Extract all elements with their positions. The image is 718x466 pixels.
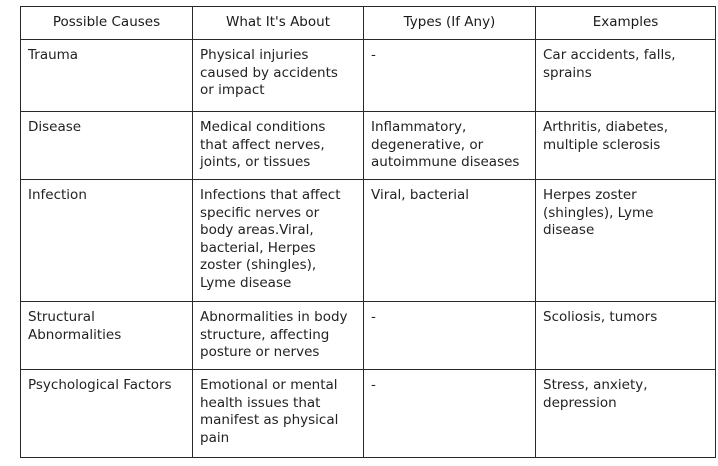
about-cell: Abnormalities in body structure, affecting posture or nerves xyxy=(193,302,364,370)
header-types: Types (If Any) xyxy=(364,7,536,40)
types-cell: Inflammatory, degenerative, or autoimmune diseases xyxy=(364,112,536,180)
about-cell: Infections that affect specific nerves or body areas.Viral, bacterial, Herpes zoster (shingles), Lyme disease xyxy=(193,180,364,302)
about-cell: Emotional or mental health issues that manifest as physical pain xyxy=(193,370,364,458)
table-row xyxy=(21,112,716,180)
table-body xyxy=(21,40,716,458)
table-row xyxy=(21,302,716,370)
examples-cell: Herpes zoster (shingles), Lyme disease xyxy=(536,180,716,302)
table-row xyxy=(21,40,716,112)
types-cell: - xyxy=(364,40,536,112)
types-cell: - xyxy=(364,370,536,458)
table-header xyxy=(21,7,716,40)
table-row xyxy=(21,370,716,458)
table-row xyxy=(21,180,716,302)
types-cell: - xyxy=(364,302,536,370)
header-possible-causes: Possible Causes xyxy=(21,7,193,40)
about-cell: Physical injuries caused by accidents or impact xyxy=(193,40,364,112)
types-cell: Viral, bacterial xyxy=(364,180,536,302)
header-examples: Examples xyxy=(536,7,716,40)
examples-cell: Stress, anxiety, depression xyxy=(536,370,716,458)
examples-cell: Scoliosis, tumors xyxy=(536,302,716,370)
cause-cell: Disease xyxy=(21,112,193,180)
about-cell: Medical conditions that affect nerves, joints, or tissues xyxy=(193,112,364,180)
cause-cell: Trauma xyxy=(21,40,193,112)
causes-table xyxy=(20,6,716,458)
cause-cell: Psychological Factors xyxy=(21,370,193,458)
header-what-its-about: What It's About xyxy=(193,7,364,40)
header-row xyxy=(21,7,716,40)
cause-cell: Structural Abnormalities xyxy=(21,302,193,370)
cause-cell: Infection xyxy=(21,180,193,302)
examples-cell: Car accidents, falls, sprains xyxy=(536,40,716,112)
examples-cell: Arthritis, diabetes, multiple sclerosis xyxy=(536,112,716,180)
